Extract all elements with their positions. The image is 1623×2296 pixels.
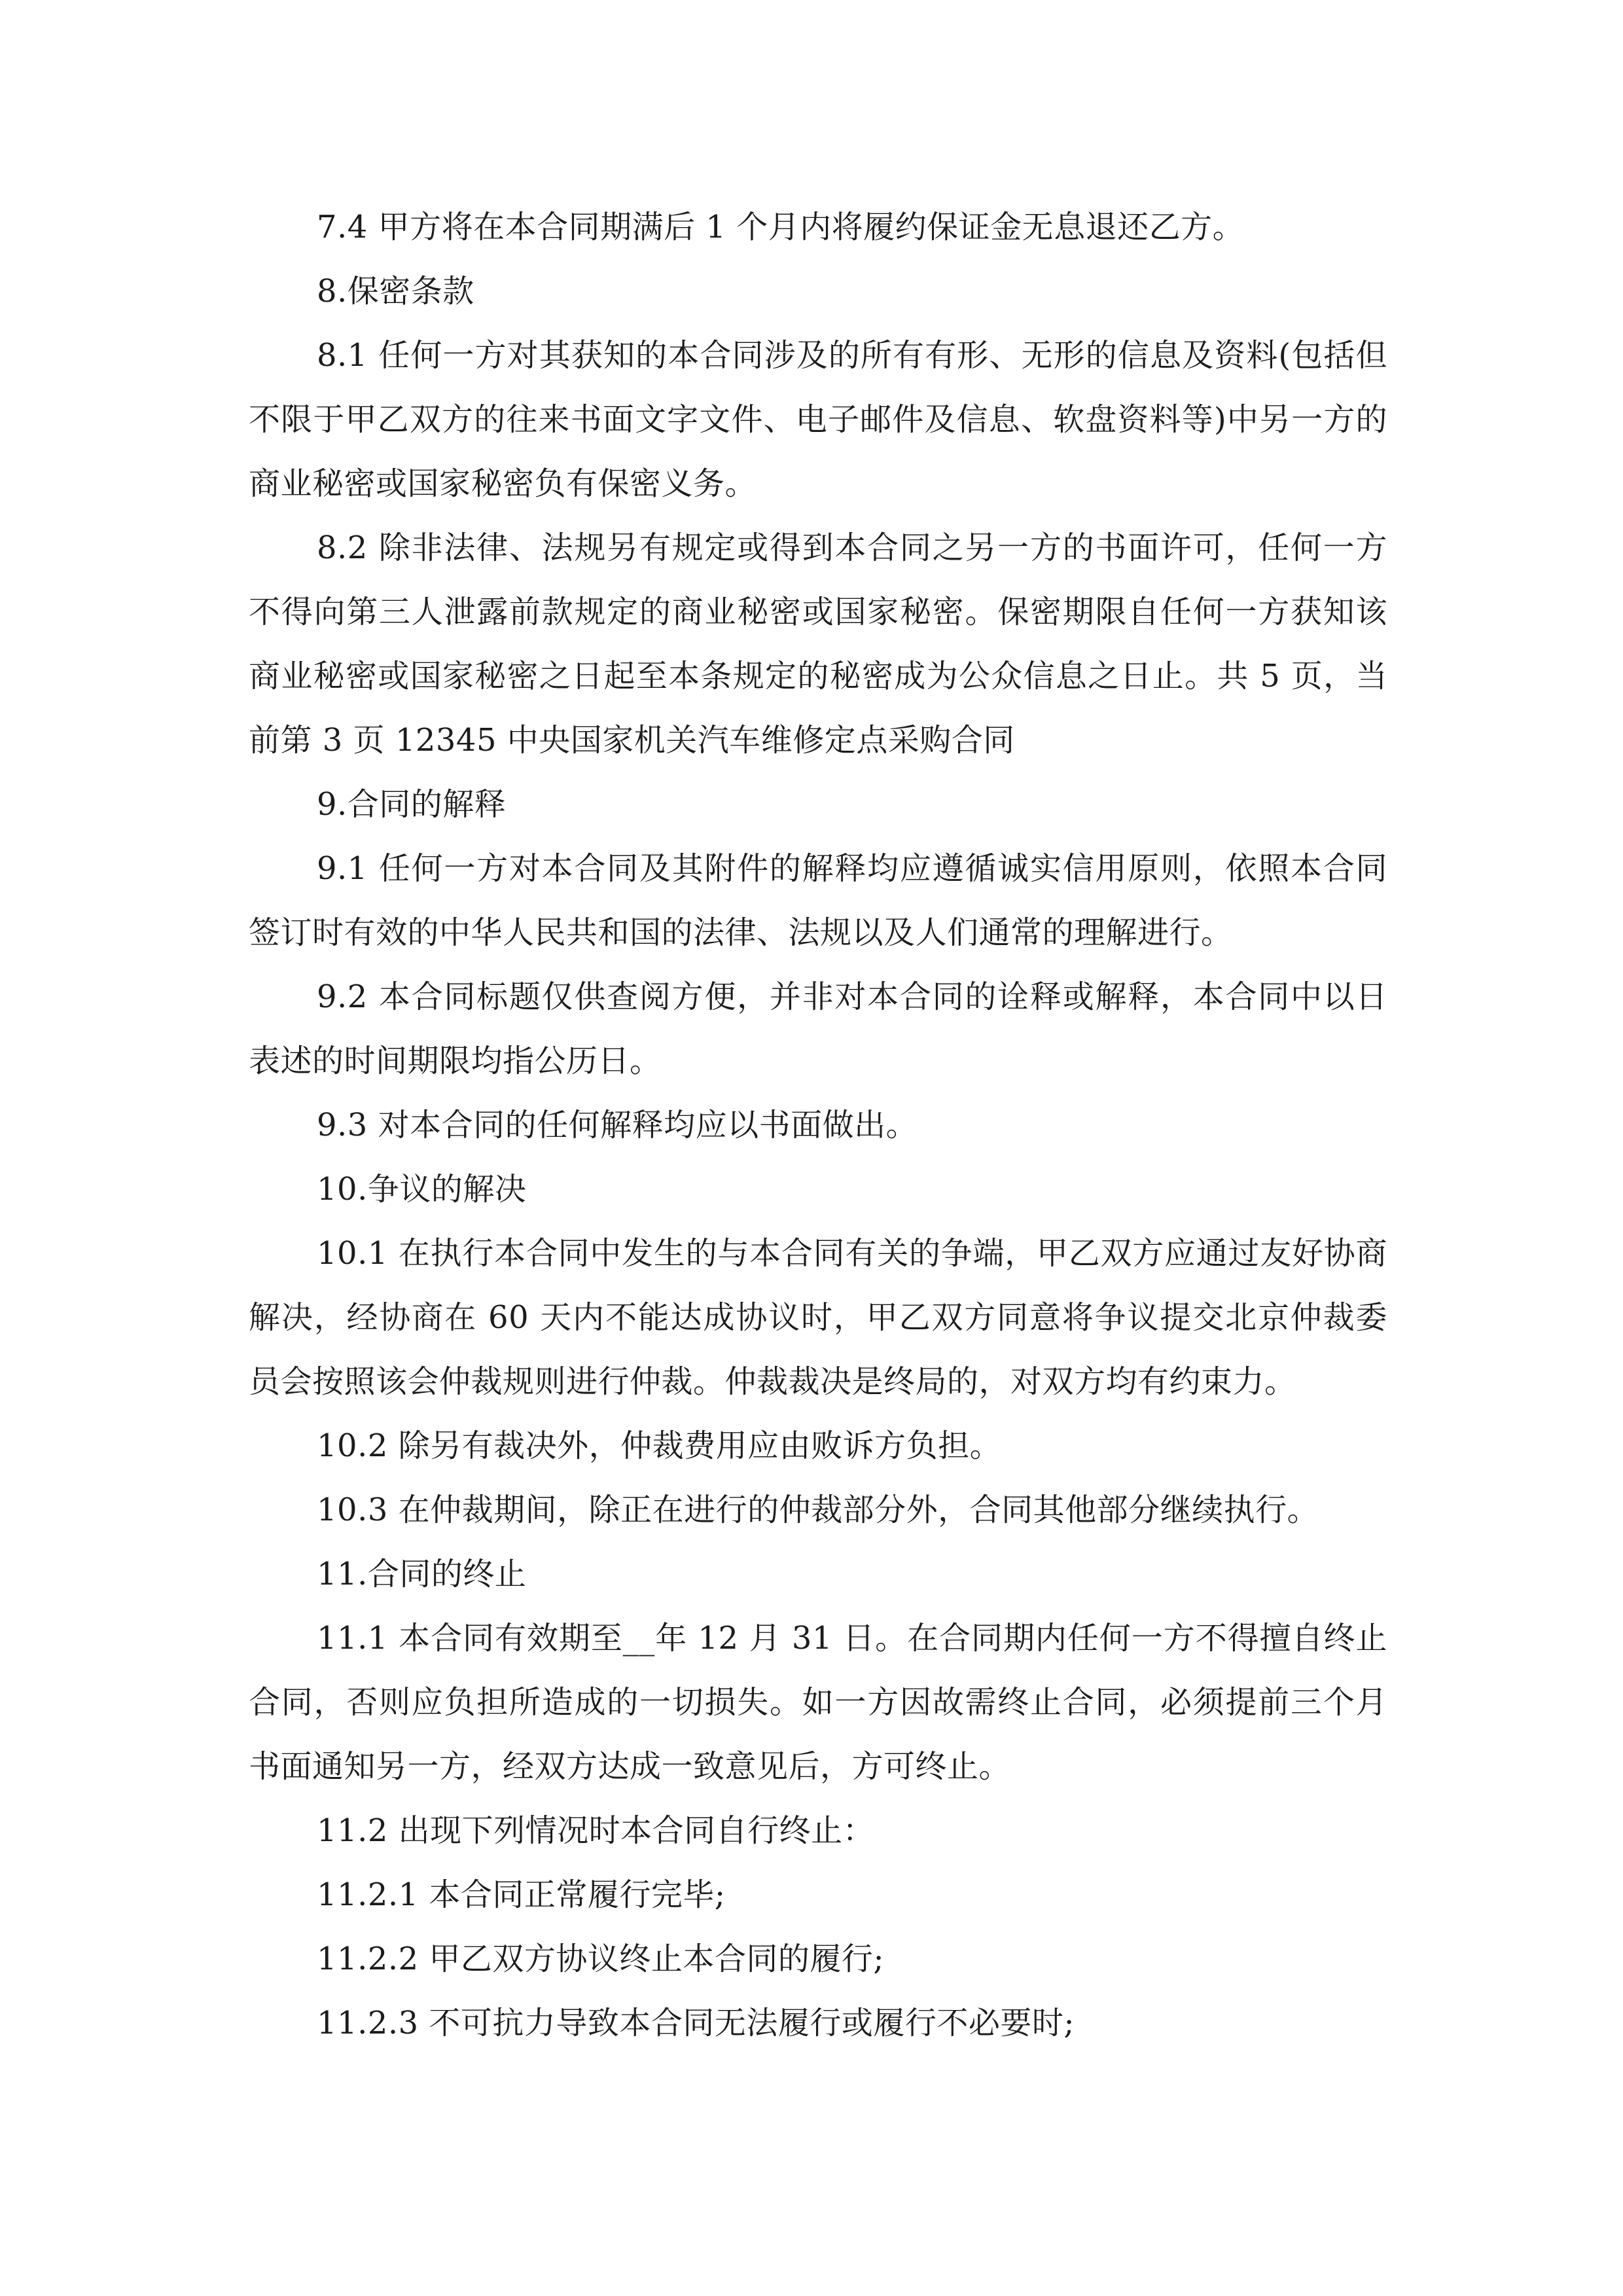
clause-11-1: 11.1 本合同有效期至__年 12 月 31 日。在合同期内任何一方不得擅自终止合同，否则应负担所造成的一切损失。如一方因故需终止合同，必须提前三个月书面通知另一方，经双方达成一致意见后，方可终止。 — [249, 1620, 1387, 1785]
clause-9-3: 9.3 对本合同的任何解释均应以书面做出。 — [317, 1107, 918, 1143]
clause-10-3: 10.3 在仲裁期间，除正在进行的仲裁部分外，合同其他部分继续执行。 — [317, 1492, 1319, 1528]
section-heading-disputes: 10.争议的解决 — [317, 1171, 527, 1208]
section-heading-interpretation: 9.合同的解释 — [317, 786, 507, 823]
clause-11-2-2: 11.2.2 甲乙双方协议终止本合同的履行; — [317, 1941, 885, 1977]
clause-10-2: 10.2 除另有裁决外，仲裁费用应由败诉方负担。 — [317, 1427, 1002, 1464]
section-heading-termination: 11.合同的终止 — [317, 1556, 527, 1592]
clause-11-2-3: 11.2.3 不可抗力导致本合同无法履行或履行不必要时; — [317, 2005, 1075, 2041]
clause-8-2: 8.2 除非法律、法规另有规定或得到本合同之另一方的书面许可，任何一方不得向第三人泄露前款规定的商业秘密或国家秘密。保密期限自任何一方获知该商业秘密或国家秘密之日起至本条规定的秘密成为公众信息之日止。共 5 页，当前第 3 页 12345 中央国家机关汽车维修定点采购合同 — [249, 529, 1387, 759]
clause-7-4: 7.4 甲方将在本合同期满后 1 个月内将履约保证金无息退还乙方。 — [317, 209, 1245, 245]
clause-11-2-1: 11.2.1 本合同正常履行完毕; — [317, 1876, 726, 1913]
clause-9-1: 9.1 任何一方对本合同及其附件的解释均应遵循诚实信用原则，依照本合同签订时有效的中华人民共和国的法律、法规以及人们通常的理解进行。 — [249, 850, 1387, 951]
clause-8-1: 8.1 任何一方对其获知的本合同涉及的所有有形、无形的信息及资料(包括但不限于甲乙双方的往来书面文字文件、电子邮件及信息、软盘资料等)中另一方的商业秘密或国家秘密负有保密义务。 — [249, 337, 1387, 502]
clause-10-1: 10.1 在执行本合同中发生的与本合同有关的争端，甲乙双方应通过友好协商解决，经协商在 60 天内不能达成协议时，甲乙双方同意将争议提交北京仲裁委员会按照该会仲裁规则进行仲裁。仲裁裁决是终局的，对双方均有约束力。 — [249, 1235, 1387, 1400]
clause-11-2: 11.2 出现下列情况时本合同自行终止： — [317, 1812, 875, 1849]
document-body — [249, 195, 1387, 2055]
section-heading-confidentiality: 8.保密条款 — [317, 273, 474, 310]
clause-9-2: 9.2 本合同标题仅供查阅方便，并非对本合同的诠释或解释，本合同中以日表述的时间期限均指公历日。 — [249, 978, 1387, 1079]
